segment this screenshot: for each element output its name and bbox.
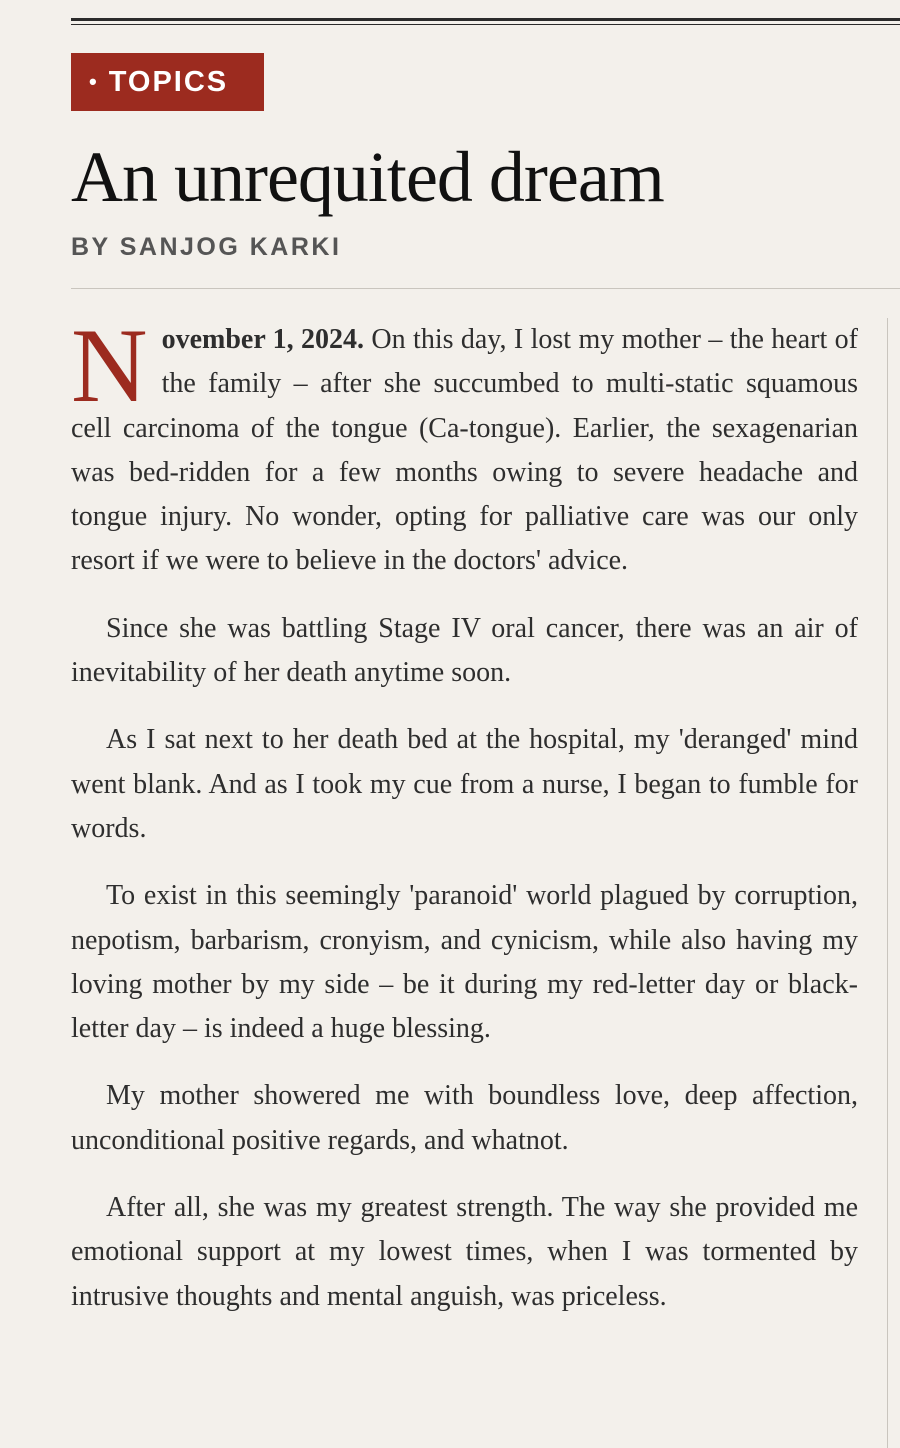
article-title: An unrequited dream	[71, 137, 664, 217]
article-paragraph	[71, 307, 858, 584]
drop-cap: N	[71, 307, 148, 424]
article-paragraph: After all, she was my greatest strength. The way she provided me emotional support at my lowest times, when I was tormented by intrusive thoughts and mental anguish, was priceless.	[71, 1192, 858, 1312]
topics-badge[interactable]	[71, 53, 264, 111]
lead-in-date: ovember 1, 2024.	[161, 324, 365, 355]
topics-label: TOPICS	[108, 65, 229, 98]
article-paragraph: As I sat next to her death bed at the hospital, my 'deranged' mind went blank. And as I took my cue from a nurse, I began to fumble for words.	[71, 724, 858, 844]
bullet-icon: •	[89, 69, 97, 94]
article-body	[71, 307, 858, 1342]
header-divider	[71, 288, 900, 289]
top-rule-thin	[71, 24, 900, 25]
article-paragraph: Since she was battling Stage IV oral cancer, there was an air of inevitability of her death anytime soon.	[71, 612, 858, 689]
top-rule	[71, 18, 900, 21]
article-paragraph: My mother showered me with boundless love, deep affection, unconditional positive regards, and whatnot.	[71, 1080, 858, 1156]
column-rule	[887, 318, 888, 1448]
article-paragraph: To exist in this seemingly 'paranoid' world plagued by corruption, nepotism, barbarism, cronyism, and cynicism, while also having my loving mother by my side – be it during my red-letter day or black-letter day – is indeed a huge blessing.	[71, 880, 858, 1045]
paragraph-text: On this day, I lost my mother – the heart of the family – after she succumbed to multi-static squamous cell carcinoma of the tongue (Ca-tongue). Earlier, the sexagenarian was bed-ridden for a few months owing to severe headache and tongue injury. No wonder, opting for palliative care was our only resort if we were to believe in the doctors' advice.	[71, 324, 858, 577]
byline: BY SANJOG KARKI	[71, 233, 342, 261]
